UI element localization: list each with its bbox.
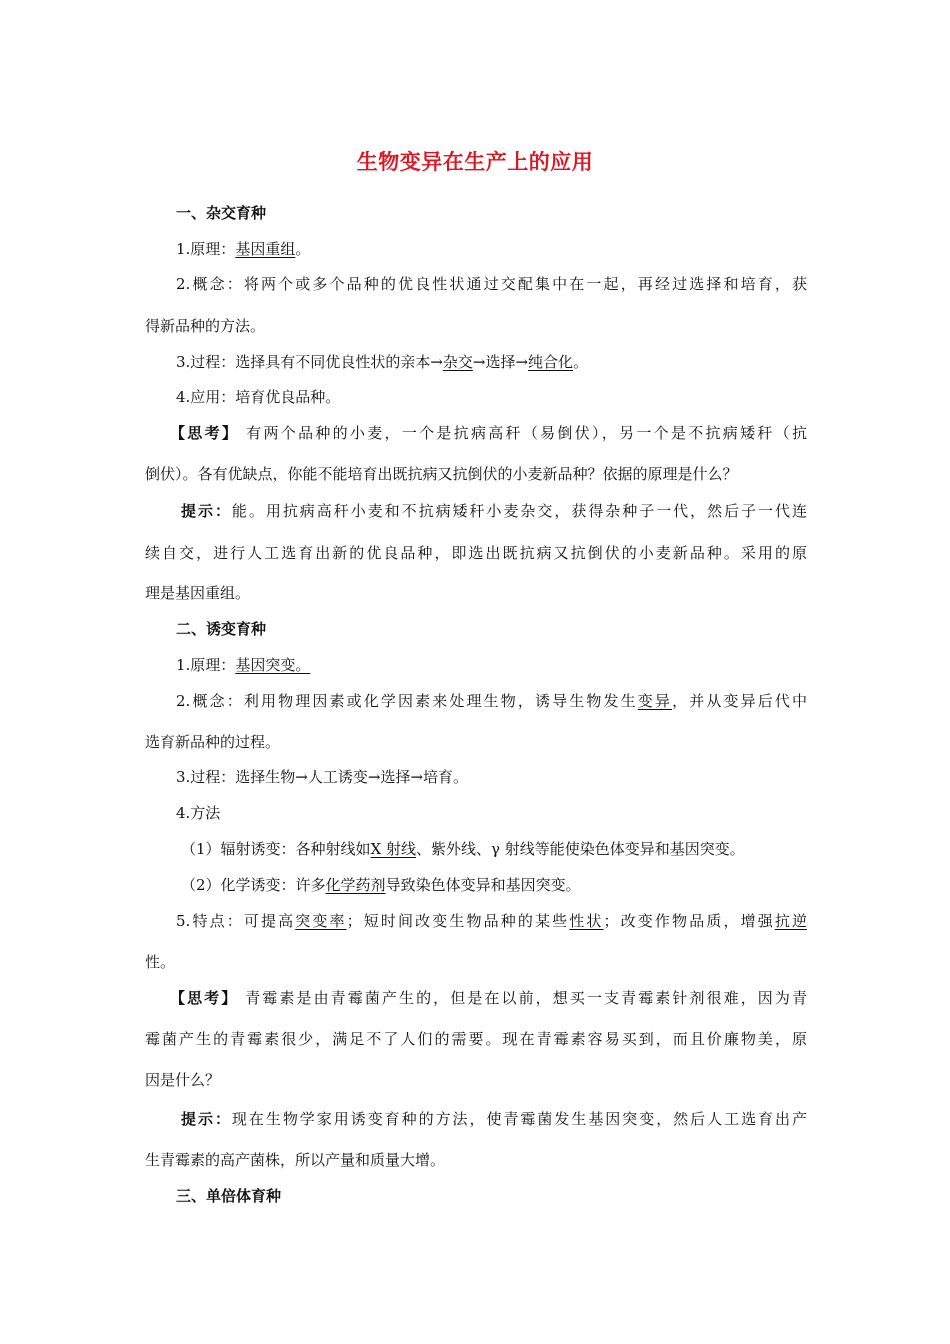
method-answer: X 射线 (370, 840, 416, 858)
method-answer: 化学药剂 (325, 876, 386, 894)
features-answer-2: 性状 (569, 912, 604, 930)
features-text-mid2: ；改变作物品质，增强 (603, 912, 775, 930)
features-answer-3: 抗逆 (774, 912, 807, 930)
think2-line-1 (170, 988, 807, 1008)
think2-line-3: 因是什么？ (145, 1071, 221, 1089)
method-text: （2）化学诱变：许多 (181, 876, 326, 894)
process-line-2: 3.过程：选择生物→人工诱变→选择→培育。 (176, 768, 469, 786)
hint2-line-2: 生青霉素的高产菌株，所以产量和质量大增。 (145, 1151, 446, 1169)
punct: 。 (573, 353, 589, 371)
concept-text-tail: ，并从变异后代中 (672, 692, 807, 710)
section-heading-haploid-breeding: 三、单倍体育种 (176, 1187, 282, 1205)
method-radiation-line (181, 839, 807, 859)
section-heading-hybrid-breeding: 一、杂交育种 (176, 204, 267, 222)
method-text: （1）辐射诱变：各种射线如 (181, 840, 371, 858)
think-line-2: 倒伏）。各有优缺点，你能不能培育出既抗病又抗倒伏的小麦新品种？依据的原理是什么？ (145, 465, 738, 483)
think-text: 有两个品种的小麦，一个是抗病高秆（易倒伏），另一个是不抗病矮秆（抗 (246, 424, 807, 442)
concept-text: 2.概念：利用物理因素或化学因素来处理生物，诱导生物发生 (176, 692, 638, 710)
features-text: 5.特点：可提高 (176, 912, 296, 930)
method-text-tail: 导致染色体变异和基因突变。 (385, 876, 581, 894)
application-line: 4.应用：培育优良品种。 (176, 388, 341, 406)
hint-label: 提示： (181, 502, 232, 520)
features-line-2: 性。 (145, 953, 176, 971)
punct: 。 (295, 240, 311, 258)
features-text-mid: ；短时间改变生物品种的某些 (346, 912, 570, 930)
process-answer-2: 纯合化 (528, 353, 574, 371)
features-line-1 (176, 911, 807, 931)
think-text: 青霉素是由青霉菌产生的，但是在以前，想买一支青霉素针剂很难，因为青 (245, 989, 807, 1007)
hint-text: 能。用抗病高秆小麦和不抗病矮秆小麦杂交，获得杂种子一代，然后子一代连 (231, 502, 807, 520)
think-line-1 (170, 423, 807, 443)
method-heading: 4.方法 (176, 804, 221, 822)
page-title: 生物变异在生产上的应用 (356, 150, 594, 174)
hint-label: 提示： (181, 1110, 232, 1128)
concept-line-1b (176, 691, 807, 711)
principle-answer: 基因重组 (235, 240, 296, 258)
section-heading-mutation-breeding: 二、诱变育种 (176, 620, 267, 638)
think-label: 【思考】 (170, 989, 239, 1007)
hint-line-1 (181, 501, 807, 521)
hint-line-3: 理是基因重组。 (145, 584, 251, 602)
principle-label: 1.原理： (176, 240, 236, 258)
hint-line-2: 续自交，进行人工选育出新的优良品种，即选出既抗病又抗倒伏的小麦新品种。采用的原 (145, 544, 807, 562)
concept-line-1: 2.概念：将两个或多个品种的优良性状通过交配集中在一起，再经过选择和培育，获 (176, 275, 807, 293)
concept-line-2b: 选育新品种的过程。 (145, 733, 281, 751)
hint2-line-1 (181, 1109, 807, 1129)
method-chemical-line (181, 875, 807, 895)
think2-line-2: 霉菌产生的青霉素很少，满足不了人们的需要。现在青霉素容易买到，而且价廉物美，原 (145, 1030, 807, 1048)
method-text-tail: 、紫外线、γ 射线等能使染色体变异和基因突变。 (416, 840, 745, 858)
process-answer-1: 杂交 (442, 353, 473, 371)
concept-answer: 变异 (637, 692, 673, 710)
think-label: 【思考】 (170, 424, 240, 442)
concept-line-2: 得新品种的方法。 (145, 317, 266, 335)
features-answer-1: 突变率 (295, 912, 347, 930)
principle-line (176, 239, 807, 259)
process-mid: →选择→ (472, 353, 529, 371)
hint-text: 现在生物学家用诱变育种的方法，使青霉菌发生基因突变，然后人工选育出产 (231, 1110, 807, 1128)
process-label: 3.过程：选择具有不同优良性状的亲本→ (176, 353, 443, 371)
process-line (176, 352, 807, 372)
principle-answer: 基因突变。 (235, 656, 311, 674)
principle-line-2 (176, 655, 807, 675)
principle-label: 1.原理： (176, 656, 236, 674)
